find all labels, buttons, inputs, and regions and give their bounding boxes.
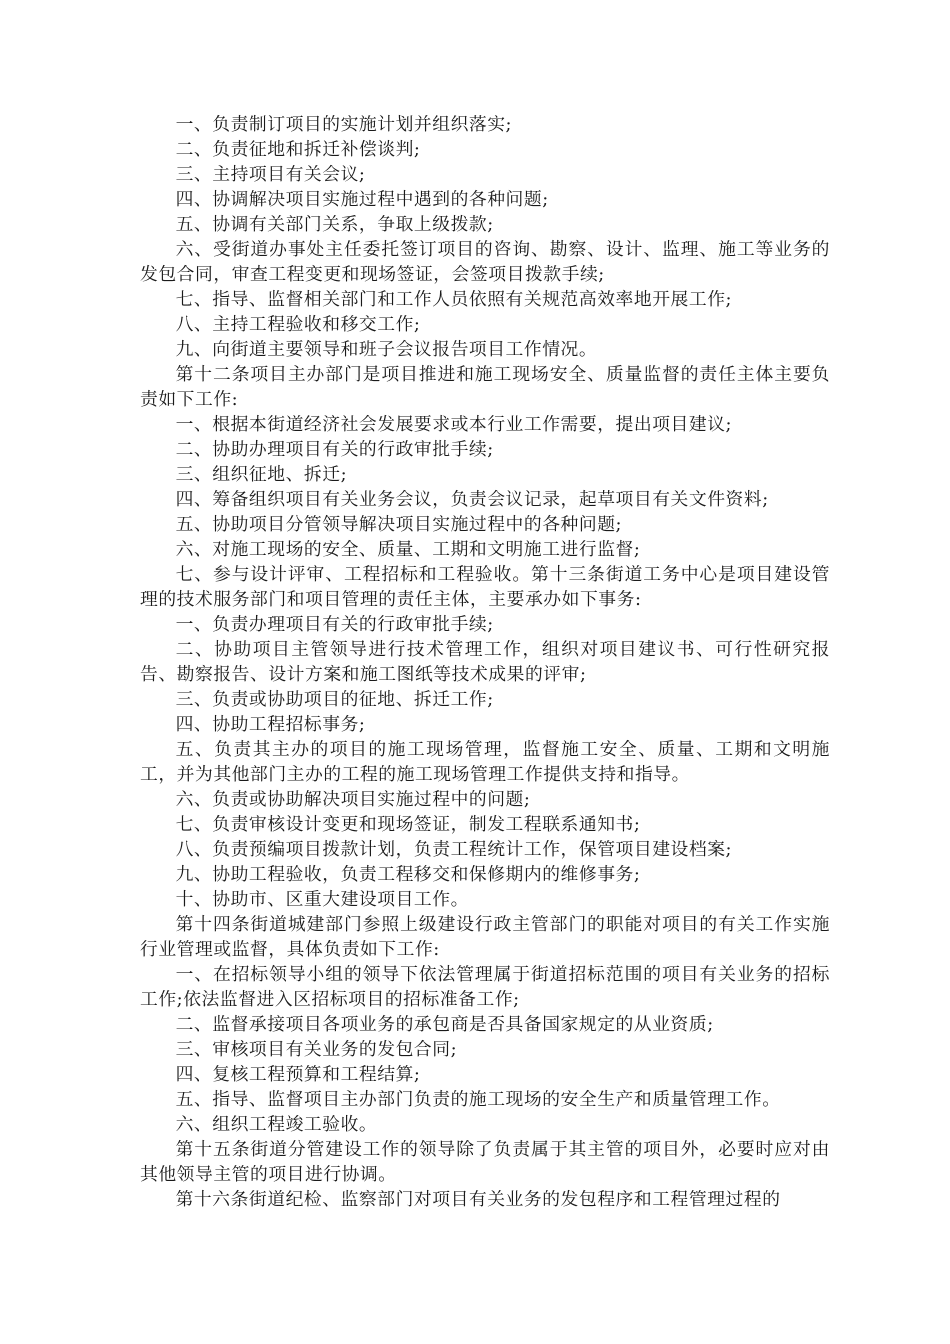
article-heading-paragraph: 第十五条街道分管建设工作的领导除了负责属于其主管的项目外，必要时应对由其他领导主管的项目进行协调。 bbox=[140, 1139, 830, 1185]
paragraph: 六、对施工现场的安全、质量、工期和文明施工进行监督; bbox=[175, 539, 641, 560]
paragraph: 三、负责或协助项目的征地、拆迁工作; bbox=[175, 689, 494, 710]
paragraph: 九、协助工程验收，负责工程移交和保修期内的维修事务; bbox=[175, 864, 641, 885]
paragraph: 一、负责制订项目的实施计划并组织落实; bbox=[175, 114, 513, 135]
paragraph: 七、负责审核设计变更和现场签证，制发工程联系通知书; bbox=[175, 814, 641, 835]
paragraph: 八、负责预编项目拨款计划，负责工程统计工作，保管项目建设档案; bbox=[175, 839, 733, 860]
document-body bbox=[140, 112, 830, 1212]
paragraph: 七、参与设计评审、工程招标和工程验收。第十三条街道工务中心是项目建设管理的技术服务部门和项目管理的责任主体，主要承办如下事务: bbox=[140, 564, 830, 610]
paragraph: 二、协助项目主管领导进行技术管理工作，组织对项目建议书、可行性研究报告、勘察报告、设计方案和施工图纸等技术成果的评审; bbox=[140, 639, 830, 685]
article-heading-paragraph: 第十六条街道纪检、监察部门对项目有关业务的发包程序和工程管理过程的 bbox=[175, 1189, 781, 1210]
paragraph: 四、协助工程招标事务; bbox=[175, 714, 366, 735]
paragraph: 二、负责征地和拆迁补偿谈判; bbox=[175, 139, 421, 160]
paragraph: 二、监督承接项目各项业务的承包商是否具备国家规定的从业资质; bbox=[175, 1014, 714, 1035]
paragraph: 八、主持工程验收和移交工作; bbox=[175, 314, 421, 335]
paragraph: 三、审核项目有关业务的发包合同; bbox=[175, 1039, 458, 1060]
paragraph: 二、协助办理项目有关的行政审批手续; bbox=[175, 439, 494, 460]
paragraph: 四、协调解决项目实施过程中遇到的各种问题; bbox=[175, 189, 549, 210]
paragraph: 一、在招标领导小组的领导下依法管理属于街道招标范围的项目有关业务的招标工作;依法监督进入区招标项目的招标准备工作; bbox=[140, 964, 830, 1010]
paragraph: 五、协调有关部门关系，争取上级拨款; bbox=[175, 214, 494, 235]
paragraph: 五、指导、监督项目主办部门负责的施工现场的安全生产和质量管理工作。 bbox=[175, 1089, 781, 1110]
paragraph: 三、主持项目有关会议; bbox=[175, 164, 366, 185]
paragraph: 十、协助市、区重大建设项目工作。 bbox=[175, 889, 469, 910]
paragraph: 一、负责办理项目有关的行政审批手续; bbox=[175, 614, 494, 635]
paragraph: 六、负责或协助解决项目实施过程中的问题; bbox=[175, 789, 531, 810]
paragraph: 三、组织征地、拆迁; bbox=[175, 464, 348, 485]
paragraph: 五、协助项目分管领导解决项目实施过程中的各种问题; bbox=[175, 514, 623, 535]
paragraph: 七、指导、监督相关部门和工作人员依照有关规范高效率地开展工作; bbox=[175, 289, 733, 310]
paragraph: 六、组织工程竣工验收。 bbox=[175, 1114, 378, 1135]
paragraph: 一、根据本街道经济社会发展要求或本行业工作需要，提出项目建议; bbox=[175, 414, 733, 435]
paragraph: 四、复核工程预算和工程结算; bbox=[175, 1064, 421, 1085]
paragraph: 四、筹备组织项目有关业务会议，负责会议记录，起草项目有关文件资料; bbox=[175, 489, 769, 510]
paragraph: 九、向街道主要领导和班子会议报告项目工作情况。 bbox=[175, 339, 598, 360]
paragraph: 五、负责其主办的项目的施工现场管理，监督施工安全、质量、工期和文明施工，并为其他部门主办的工程的施工现场管理工作提供支持和指导。 bbox=[140, 739, 830, 785]
article-heading-paragraph: 第十二条项目主办部门是项目推进和施工现场安全、质量监督的责任主体主要负责如下工作: bbox=[140, 364, 830, 410]
article-heading-paragraph: 第十四条街道城建部门参照上级建设行政主管部门的职能对项目的有关工作实施行业管理或监督，具体负责如下工作: bbox=[140, 914, 830, 960]
paragraph: 六、受街道办事处主任委托签订项目的咨询、勘察、设计、监理、施工等业务的发包合同，审查工程变更和现场签证，会签项目拨款手续; bbox=[140, 239, 830, 285]
